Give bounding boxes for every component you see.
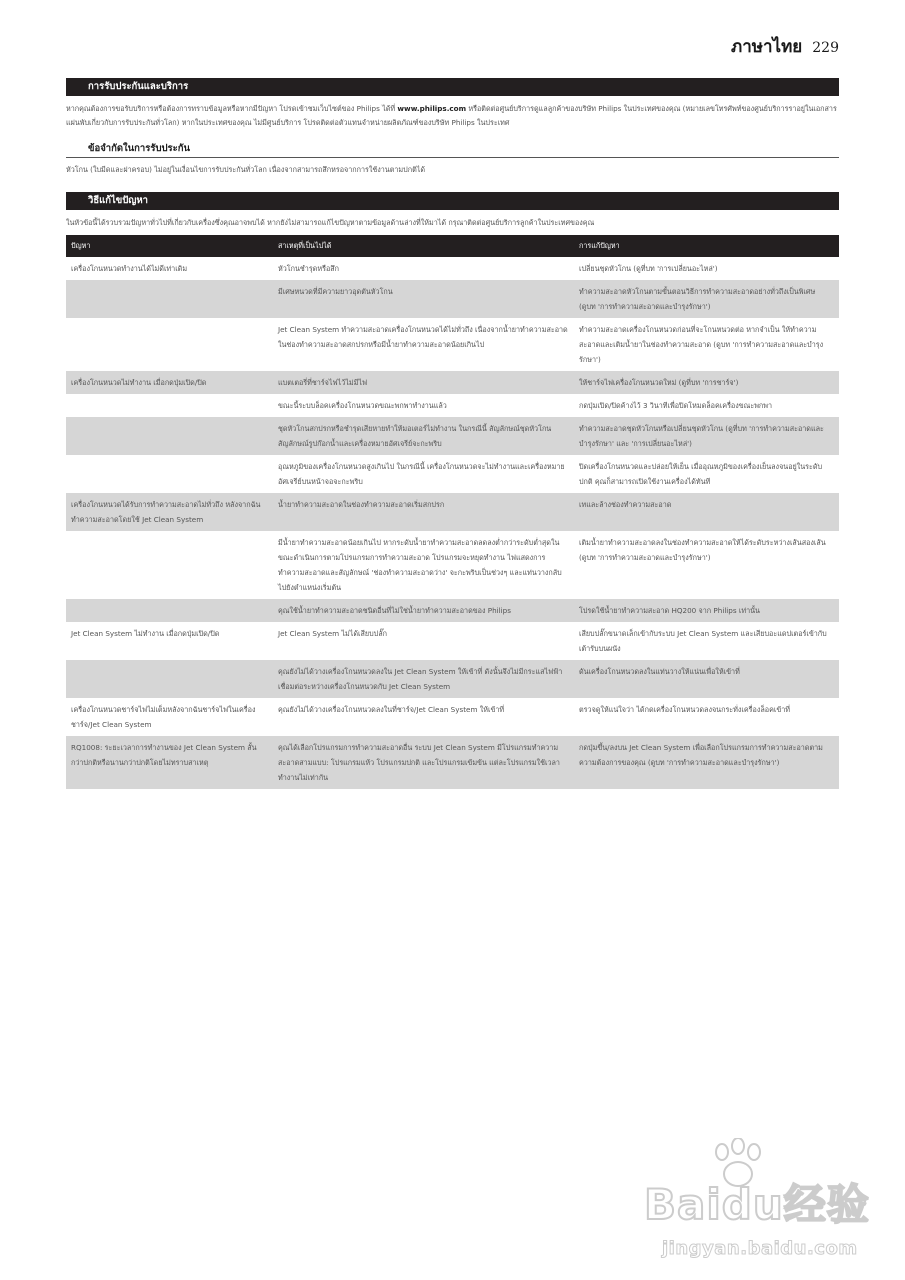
table-row bbox=[66, 394, 839, 417]
page-header bbox=[731, 33, 839, 60]
troubleshooting-table bbox=[66, 235, 839, 789]
problem-cell bbox=[66, 394, 273, 417]
cause-cell: ขณะนี้ระบบล็อคเครื่องโกนหนวดขณะพกพาทำงานแล้ว bbox=[278, 401, 447, 410]
table-row bbox=[66, 622, 839, 660]
language-title: ภาษาไทย bbox=[731, 37, 803, 57]
troubleshooting-intro: ในหัวข้อนี้ได้รวบรวมปัญหาทั่วไปที่เกี่ยวกับเครื่องซึ่งคุณอาจพบได้ หากยังไม่สามารถแก้ไขปัญหาตามข้อมูลด้านล่างที่ให้มาได้ กรุณาติดต่อศูนย์บริการลูกค้าในประเทศของคุณ bbox=[66, 218, 595, 227]
warranty-text-a: หากคุณต้องการขอรับบริการหรือต้องการทราบข้อมูลหรือหากมีปัญหา โปรดเข้าชมเว็บไซต์ของ Philips ได้ที่ bbox=[66, 104, 398, 113]
cause-cell: หัวโกนชำรุดหรือสึก bbox=[278, 264, 339, 273]
solution-cell: ตรวจดูให้แน่ใจว่า ได้กดเครื่องโกนหนวดลงจนกระทั่งเครื่องล็อคเข้าที่ bbox=[579, 705, 791, 714]
problem-cell bbox=[66, 318, 273, 371]
table-row bbox=[66, 455, 839, 493]
column-header-problem: ปัญหา bbox=[66, 235, 273, 257]
problem-cell: RQ1008: ระยะเวลาการทำงานของ Jet Clean System สั้นกว่าปกติหรือนานกว่าปกติโดยไม่ทราบสาเหตุ bbox=[66, 736, 273, 789]
cause-cell: Jet Clean System ไม่ได้เสียบปลั๊ก bbox=[278, 629, 387, 638]
problem-cell: เครื่องโกนหนวดชาร์จไฟไม่เต็มหลังจากฉันชาร์จไฟในเครื่องชาร์จ/Jet Clean System bbox=[71, 705, 256, 729]
cause-cell: ชุดหัวโกนสกปรกหรือชำรุดเสียหายทำให้มอเตอร์ไม่ทำงาน ในกรณีนี้ สัญลักษณ์ชุดหัวโกน สัญลักษณ์รูปก๊อกน้ำและเครื่องหมายอัศเจรีย์จะกะพริบ bbox=[273, 417, 574, 455]
solution-cell: กดปุ่มขึ้น/ลงบน Jet Clean System เพื่อเลือกโปรแกรมการทำความสะอาดตามความต้องการของคุณ (ดูบท 'การทำความสะอาดและบำรุงรักษา') bbox=[574, 736, 839, 789]
solution-cell: เปลี่ยนชุดหัวโกน (ดูที่บท 'การเปลี่ยนอะไหล่') bbox=[579, 264, 718, 273]
table-row bbox=[66, 698, 839, 736]
solution-cell: ให้ชาร์จไฟเครื่องโกนหนวดใหม่ (ดูที่บท 'การชาร์จ') bbox=[574, 371, 839, 394]
column-header-solution: การแก้ปัญหา bbox=[574, 235, 839, 257]
cause-cell: คุณยังไม่ได้วางเครื่องโกนหนวดลงในที่ชาร์จ/Jet Clean System ให้เข้าที่ bbox=[278, 705, 505, 714]
troubleshooting-section-title: วิธีแก้ไขปัญหา bbox=[66, 192, 839, 210]
table-row bbox=[66, 280, 839, 318]
cause-cell: Jet Clean System ทำความสะอาดเครื่องโกนหนวดได้ไม่ทั่วถึง เนื่องจากน้ำยาทำความสะอาดในช่องทำความสะอาดสกปรกหรือมีน้ำยาทำความสะอาดน้อยเกินไป bbox=[278, 325, 568, 349]
table-row bbox=[66, 371, 839, 394]
warranty-section-title: การรับประกันและบริการ bbox=[66, 78, 839, 96]
warranty-paragraph bbox=[66, 102, 846, 130]
cause-cell: อุณหภูมิของเครื่องโกนหนวดสูงเกินไป ในกรณีนี้ เครื่องโกนหนวดจะไม่ทำงานและเครื่องหมายอัศเจรีย์บนหน้าจอจะกะพริบ bbox=[278, 462, 565, 486]
problem-cell bbox=[66, 599, 273, 622]
solution-cell: ดันเครื่องโกนหนวดลงในแท่นวางให้แน่นเพื่อให้เข้าที่ bbox=[574, 660, 839, 698]
table-row bbox=[66, 318, 839, 371]
warranty-text-b: หรือติดต่อศูนย์บริการดูแลลูกค้าของบริษัท Philips ในประเทศของคุณ (หมายเลขโทรศัพท์ของศูนย์บริการราอยู่ในเอกสารแผ่นพับเกี่ยวกับการรับประกันทั่วโลก) หากในประเทศของคุณ ไม่มีศูนย์บริการ โปรดติดต่อตัวแทนจำหน่ายผลิตภัณฑ์ของบริษัท Philips ในประเทศ bbox=[66, 104, 837, 127]
problem-cell bbox=[66, 660, 273, 698]
baidu-watermark bbox=[640, 1138, 875, 1268]
solution-cell: ทำความสะอาดหัวโกนตามขั้นตอนวิธีการทำความสะอาดอย่างทั่วถึงเป็นพิเศษ (ดูบท 'การทำความสะอาดและบำรุงรักษา') bbox=[574, 280, 839, 318]
column-header-cause: สาเหตุที่เป็นไปได้ bbox=[273, 235, 574, 257]
page-number: 229 bbox=[812, 40, 839, 56]
divider bbox=[66, 157, 839, 158]
solution-cell: เทและล้างช่องทำความสะอาด bbox=[574, 493, 839, 531]
cause-cell: คุณได้เลือกโปรแกรมการทำความสะอาดอื่น ระบบ Jet Clean System มีโปรแกรมทำความสะอาดสามแบบ: โปรแกรมแห้ว โปรแกรมปกติ และโปรแกรมเข้มข้น แต่ละโปรแกรมใช้เวลาทำงานไม่เท่ากัน bbox=[273, 736, 574, 789]
warranty-limits-text: หัวโกน (ใบมีดและฝาครอบ) ไม่อยู่ในเงื่อนไขการรับประกันทั่วโลก เนื่องจากสามารถสึกหรอจากการใช้งานตามปกติได้ bbox=[66, 165, 426, 174]
philips-link[interactable]: www.philips.com bbox=[397, 104, 467, 113]
problem-cell bbox=[66, 280, 273, 318]
problem-cell bbox=[66, 455, 273, 493]
problem-cell bbox=[66, 531, 273, 599]
cause-cell: น้ำยาทำความสะอาดในช่องทำความสะอาดเริ่มสกปรก bbox=[273, 493, 574, 531]
solution-cell: กดปุ่มเปิด/ปิดค้างไว้ 3 วินาทีเพื่อปิดโหมดล็อคเครื่องขณะพกพา bbox=[579, 401, 773, 410]
table-header-row bbox=[66, 235, 839, 257]
cause-cell: คุณใช้น้ำยาทำความสะอาดชนิดอื่นที่ไม่ใช่น้ำยาทำความสะอาดของ Philips bbox=[273, 599, 574, 622]
cause-cell: มีน้ำยาทำความสะอาดน้อยเกินไป หากระดับน้ำยาทำความสะอาดลดลงต่ำกว่าระดับต่ำสุดในขณะดำเนินการตามโปรแกรมการทำความสะอาด โปรแกรมจะหยุดทำงาน ไฟแสดงการทำความสะอาดและสัญลักษณ์ 'ช่องทำความสะอาดว่าง' จะกะพริบเป็นช่วงๆ และแท่นวางกลับไปยังตำแหน่งเริ่มต้น bbox=[278, 538, 562, 592]
cause-cell: คุณยังไม่ได้วางเครื่องโกนหนวดลงใน Jet Clean System ให้เข้าที่ ดังนั้นจึงไม่มีกระแสไฟฟ้าเชื่อมต่อระหว่างเครื่องโกนหนวดกับ Jet Clean System bbox=[273, 660, 574, 698]
problem-cell: เครื่องโกนหนวดทำงานได้ไม่ดีเท่าเดิม bbox=[71, 264, 188, 273]
table-row bbox=[66, 531, 839, 599]
baidu-logo-text: Baidu经验 bbox=[644, 1180, 870, 1229]
table-row bbox=[66, 660, 839, 698]
table-row bbox=[66, 493, 839, 531]
baidu-url-text: jingyan.baidu.com bbox=[662, 1238, 858, 1259]
table-row bbox=[66, 599, 839, 622]
solution-cell: เติมน้ำยาทำความสะอาดลงในช่องทำความสะอาดให้ได้ระดับระหว่างเส้นสองเส้น (ดูบท 'การทำความสะอาดและบำรุงรักษา') bbox=[579, 538, 826, 562]
cause-cell: มีเศษหนวดที่มีความยาวอุดตันหัวโกน bbox=[273, 280, 574, 318]
warranty-limits-title: ข้อจำกัดในการรับประกัน bbox=[88, 143, 190, 154]
problem-cell bbox=[66, 417, 273, 455]
cause-cell: แบตเตอรี่ที่ชาร์จไฟไว้ไม่มีไฟ bbox=[273, 371, 574, 394]
table-row bbox=[66, 257, 839, 280]
table-row bbox=[66, 736, 839, 789]
solution-cell: เสียบปลั๊กขนาดเล็กเข้ากับระบบ Jet Clean System และเสียบอะแดปเตอร์เข้ากับเต้ารับบนผนัง bbox=[579, 629, 827, 653]
solution-cell: ปิดเครื่องโกนหนวดและปล่อยให้เย็น เมื่ออุณหภูมิของเครื่องเย็นลงจนอยู่ในระดับปกติ คุณก็สามารถเปิดใช้งานเครื่องได้ทันที bbox=[579, 462, 823, 486]
problem-cell: เครื่องโกนหนวดไม่ทำงาน เมื่อกดปุ่มเปิด/ปิด bbox=[66, 371, 273, 394]
problem-cell: Jet Clean System ไม่ทำงาน เมื่อกดปุ่มเปิด/ปิด bbox=[71, 629, 220, 638]
solution-cell: โปรดใช้น้ำยาทำความสะอาด HQ200 จาก Philips เท่านั้น bbox=[574, 599, 839, 622]
solution-cell: ทำความสะอาดชุดหัวโกนหรือเปลี่ยนชุดหัวโกน (ดูที่บท 'การทำความสะอาดและบำรุงรักษา' และ 'การเปลี่ยนอะไหล่') bbox=[574, 417, 839, 455]
solution-cell: ทำความสะอาดเครื่องโกนหนวดก่อนที่จะโกนหนวดต่อ หากจำเป็น ให้ทำความสะอาดและเติมน้ำยาในช่องทำความสะอาด (ดูบท 'การทำความสะอาดและบำรุงรักษา') bbox=[579, 325, 824, 364]
table-row bbox=[66, 417, 839, 455]
problem-cell: เครื่องโกนหนวดได้รับการทำความสะอาดไม่ทั่วถึง หลังจากฉันทำความสะอาดโดยใช้ Jet Clean System bbox=[66, 493, 273, 531]
